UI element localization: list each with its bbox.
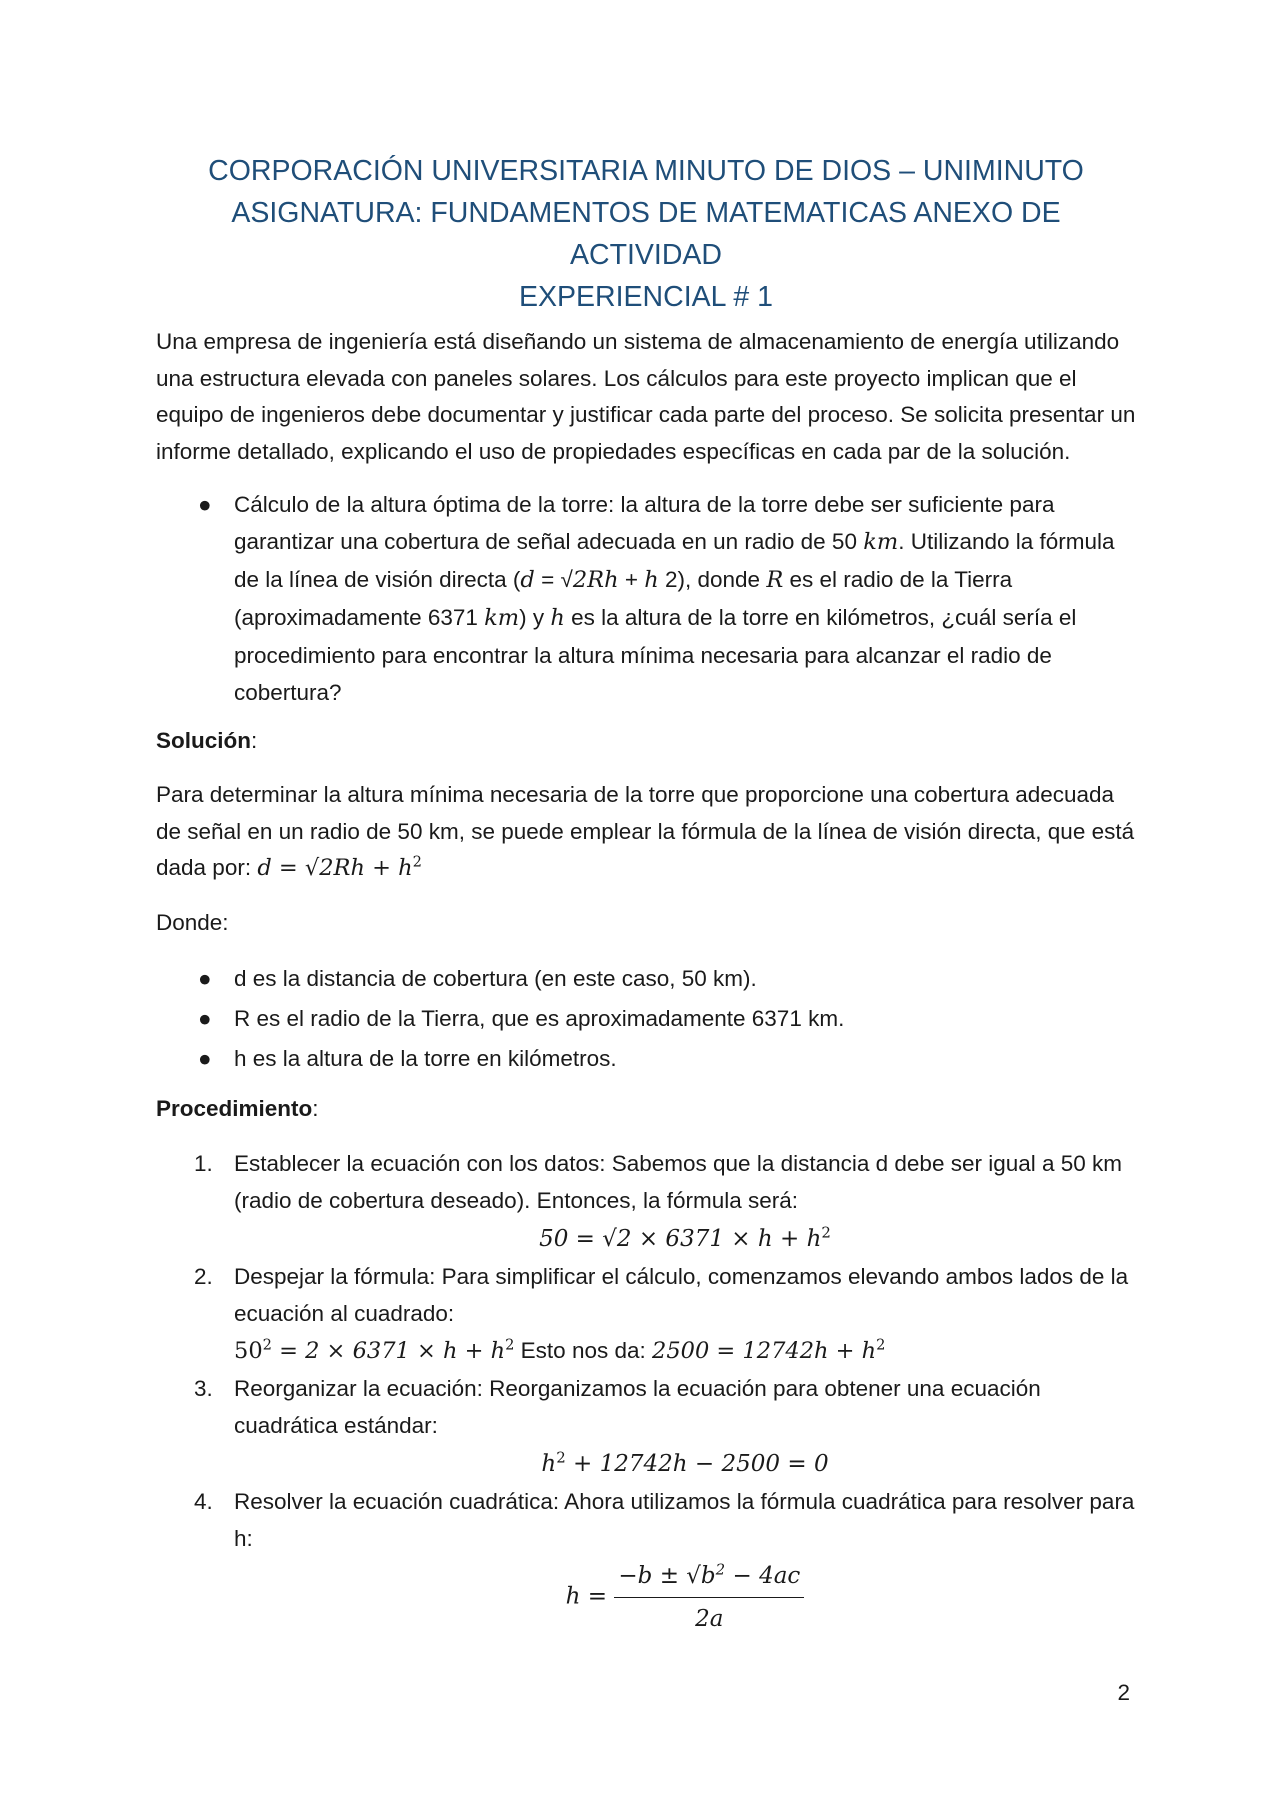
step-equation	[234, 1332, 1136, 1370]
step-number: 2.	[194, 1264, 213, 1289]
superscript-2: 2	[715, 1560, 726, 1579]
superscript-2: 2	[505, 1336, 515, 1354]
solution-colon: :	[251, 728, 258, 753]
fraction	[614, 1557, 804, 1638]
procedure-heading	[156, 1091, 1136, 1127]
bullet-icon: ●	[198, 1046, 212, 1071]
question-eq: = √	[534, 567, 573, 592]
quadratic-formula	[234, 1557, 1136, 1638]
solution-formula: d = √2Rh + h	[257, 855, 413, 881]
bullet-icon: ●	[198, 966, 212, 991]
question-text-6: es la altura de la torre en kilómetros, ¿cuál sería el procedimiento para encontrar la altura mínima necesaria para alcanzar el radio de cobertura?	[234, 605, 1077, 705]
definition-item	[156, 999, 1136, 1039]
definition-item	[156, 1039, 1136, 1079]
page-number: 2	[1117, 1680, 1130, 1705]
var-R: R	[766, 567, 784, 593]
var-h-2: h	[550, 605, 565, 631]
fraction-numerator	[614, 1557, 804, 1598]
solution-label: Solución	[156, 728, 251, 753]
header-line-3: EXPERIENCIAL # 1	[519, 281, 773, 313]
step-equation	[234, 1444, 1136, 1483]
formula-lhs: h =	[565, 1583, 615, 1610]
question-list	[156, 486, 1136, 711]
question-text-1: Cálculo de la altura óptima de la torre: la altura de la torre debe ser suficiente para garantizar una cobertura de señal adecuada en un radio de 50	[234, 492, 1055, 554]
step-1	[156, 1145, 1136, 1258]
intro-paragraph: Una empresa de ingeniería está diseñando un sistema de almacenamiento de energía utilizando una estructura elevada con paneles solares. Los cálculos para este proyecto implican que el equipo de ingenieros debe documentar y justificar cada parte del proceso. Se solicita presentar un informe detallado, explicando el uso de propiedades específicas en cada par de la solución.	[156, 329, 1136, 464]
solution-text: Para determinar la altura mínima necesaria de la torre que proporcione una cobertura adecuada de señal en un radio de 50 km, se puede emplear la fórmula de la línea de visión directa, que está dada por:	[156, 782, 1135, 880]
var-d: d	[520, 567, 535, 593]
equation-3b: + 12742h − 2500 = 0	[565, 1451, 829, 1477]
solution-paragraph	[156, 777, 1136, 887]
superscript-2: 2	[876, 1336, 886, 1354]
step-2	[156, 1258, 1136, 1370]
step-text: Reorganizar la ecuación: Reorganizamos la ecuación para obtener una ecuación cuadrática estándar:	[234, 1376, 1041, 1438]
equation-2c: 2500 = 12742h + h	[652, 1338, 877, 1364]
superscript-2: 2	[556, 1448, 566, 1467]
step-3	[156, 1370, 1136, 1483]
superscript-2: 2	[412, 853, 422, 871]
bullet-icon: ●	[198, 1006, 212, 1031]
procedure-steps	[156, 1145, 1136, 1638]
step-text: Despejar la fórmula: Para simplificar el cálculo, comenzamos elevando ambos lados de la ecuación al cuadrado:	[234, 1264, 1129, 1326]
definition-d: d es la distancia de cobertura (en este caso, 50 km).	[234, 966, 757, 991]
question-text-5: ) y	[519, 605, 551, 630]
definition-R: R es el radio de la Tierra, que es aproximadamente 6371 km.	[234, 1006, 845, 1031]
equation-2a: 50	[234, 1338, 263, 1364]
equation-2b: = 2 × 6371 × h + h	[271, 1338, 506, 1364]
question-plus: +	[618, 567, 645, 592]
step-4	[156, 1483, 1136, 1638]
definition-h: h es la altura de la torre en kilómetros.	[234, 1046, 617, 1071]
unit-km-2: km	[484, 605, 520, 631]
bullet-icon: ●	[198, 492, 212, 517]
donde-label: Donde:	[156, 909, 229, 935]
procedure-label: Procedimiento	[156, 1096, 313, 1121]
header-line-2: ASIGNATURA: FUNDAMENTOS DE MATEMATICAS ANEXO DE ACTIVIDAD	[231, 197, 1061, 271]
step-text: Establecer la ecuación con los datos: Sabemos que la distancia d debe ser igual a 50 km (radio de cobertura deseado). Entonces, la fórmula será:	[234, 1151, 1123, 1213]
question-item	[156, 486, 1136, 711]
equation-2-text: Esto nos da:	[514, 1338, 653, 1363]
definitions-list	[156, 959, 1136, 1079]
unit-km: km	[863, 529, 899, 555]
superscript-2: 2	[821, 1223, 831, 1242]
question-text-3: 2), donde	[658, 567, 767, 592]
header-line-1: CORPORACIÓN UNIVERSITARIA MINUTO DE DIOS – UNIMINUTO	[208, 155, 1084, 187]
var-h: h	[644, 567, 659, 593]
superscript-2: 2	[262, 1336, 272, 1354]
question-text-4: es el radio de la Tierra (aproximadamente 6371	[234, 567, 1013, 630]
numerator-a: −b ± √b	[618, 1563, 716, 1589]
document-page	[156, 150, 1136, 1638]
procedure-colon: :	[312, 1096, 319, 1121]
step-equation	[234, 1219, 1136, 1258]
step-text: Resolver la ecuación cuadrática: Ahora utilizamos la fórmula cuadrática para resolver para h:	[234, 1489, 1135, 1551]
equation-1: 50 = √2 × 6371 × h + h	[539, 1226, 822, 1252]
step-number: 1.	[194, 1151, 213, 1176]
fraction-denominator: 2a	[695, 1606, 724, 1632]
solution-heading	[156, 723, 1136, 759]
document-header	[156, 150, 1136, 318]
definition-item	[156, 959, 1136, 999]
numerator-b: − 4ac	[725, 1563, 801, 1589]
equation-3a: h	[541, 1451, 557, 1477]
var-2rh: 2Rh	[572, 567, 619, 593]
step-number: 3.	[194, 1376, 213, 1401]
question-text-2: . Utilizando la fórmula de la línea de visión directa (	[234, 529, 1115, 592]
step-number: 4.	[194, 1489, 213, 1514]
